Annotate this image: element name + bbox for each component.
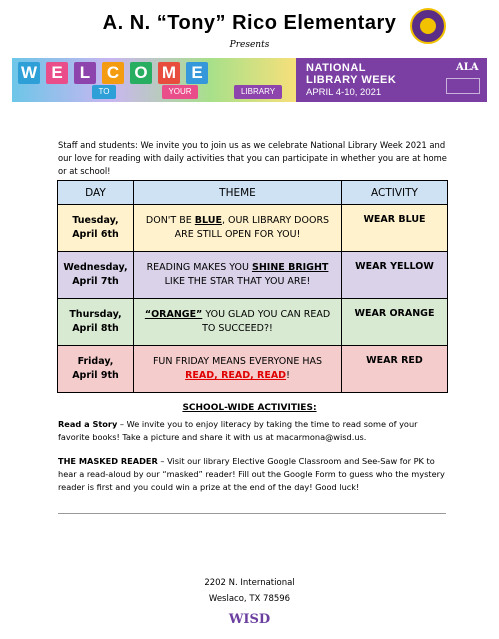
welcome-letter: O (130, 62, 152, 84)
table-row (58, 346, 448, 393)
national-library-week-banner (12, 58, 487, 102)
table-row (58, 299, 448, 346)
table-header-row (58, 181, 448, 205)
day-cell: Wednesday, April 7th (58, 252, 134, 299)
theme-cell: READING MAKES YOU SHINE BRIGHT LIKE THE STAR THAT YOU ARE! (134, 252, 342, 299)
header-day: DAY (58, 181, 134, 205)
theme-cell: FUN FRIDAY MEANS EVERYONE HAS READ, READ, READ! (134, 346, 342, 393)
nlw-line2: LIBRARY WEEK (306, 74, 397, 86)
theme-cell: “ORANGE” YOU GLAD YOU CAN READ TO SUCCEED?! (134, 299, 342, 346)
wisd-logo: WISD (228, 612, 271, 627)
masked-reader-title: THE MASKED READER (58, 456, 158, 466)
library-week-panel (296, 58, 487, 102)
intro-paragraph: Staff and students: We invite you to join us as we celebrate National Library Week 2021 and our love for reading with daily activities that you can participate in whether you are at home or at school! (58, 140, 447, 176)
header (0, 0, 499, 56)
activity-cell: WEAR YELLOW (342, 252, 448, 299)
your-tile: YOUR (162, 85, 198, 99)
day-cell: Thursday, April 8th (58, 299, 134, 346)
sponsor-logo (446, 78, 480, 94)
header-activity: ACTIVITY (342, 181, 448, 205)
seal-center (420, 18, 436, 34)
welcome-banner (12, 58, 296, 102)
activity-cell: WEAR RED (342, 346, 448, 393)
presents-subtitle: Presents (229, 40, 270, 50)
school-title: A. N. “Tony” Rico Elementary (102, 12, 397, 34)
read-a-story-text: – We invite you to enjoy literacy by taking the time to read some of your favorite books! Take a picture and share it with us at macarmona@wisd.us. (58, 419, 418, 442)
table-row (58, 205, 448, 252)
read-a-story-title: Read a Story (58, 419, 118, 429)
table-row (58, 252, 448, 299)
welcome-letter: W (18, 62, 40, 84)
to-tile: TO (92, 85, 116, 99)
activity-cell: WEAR BLUE (342, 205, 448, 252)
header-theme: THEME (134, 181, 342, 205)
ala-logo: ALA (456, 62, 479, 73)
masked-reader-text: – Visit our library Elective Google Classroom and See-Saw for PK to hear a read-aloud by our “masked” reader! Fill out the Google Form to guess who the mystery reader is first and you could win a prize at the end of the day! Good luck! (58, 456, 445, 492)
footer-divider (58, 513, 446, 514)
address-line-2: Weslaco, TX 78596 (208, 594, 291, 604)
activity-cell: WEAR ORANGE (342, 299, 448, 346)
theme-cell: DON'T BE BLUE, OUR LIBRARY DOORS ARE STILL OPEN FOR YOU! (134, 205, 342, 252)
nlw-line1: NATIONAL (306, 62, 367, 74)
activity-schedule-table (57, 180, 448, 393)
welcome-letter: E (46, 62, 68, 84)
library-tile: LIBRARY (234, 85, 282, 99)
school-seal-logo (410, 8, 446, 44)
day-cell: Tuesday, April 6th (58, 205, 134, 252)
address-line-1: 2202 N. International (204, 578, 295, 588)
welcome-letter: C (102, 62, 124, 84)
school-wide-heading: SCHOOL-WIDE ACTIVITIES: (182, 403, 317, 413)
welcome-letter: M (158, 62, 180, 84)
masked-reader-paragraph (58, 455, 450, 494)
read-a-story-paragraph (58, 418, 450, 444)
nlw-dates: APRIL 4-10, 2021 (306, 87, 382, 98)
day-cell: Friday, April 9th (58, 346, 134, 393)
welcome-letter: E (186, 62, 208, 84)
welcome-letter: L (74, 62, 96, 84)
